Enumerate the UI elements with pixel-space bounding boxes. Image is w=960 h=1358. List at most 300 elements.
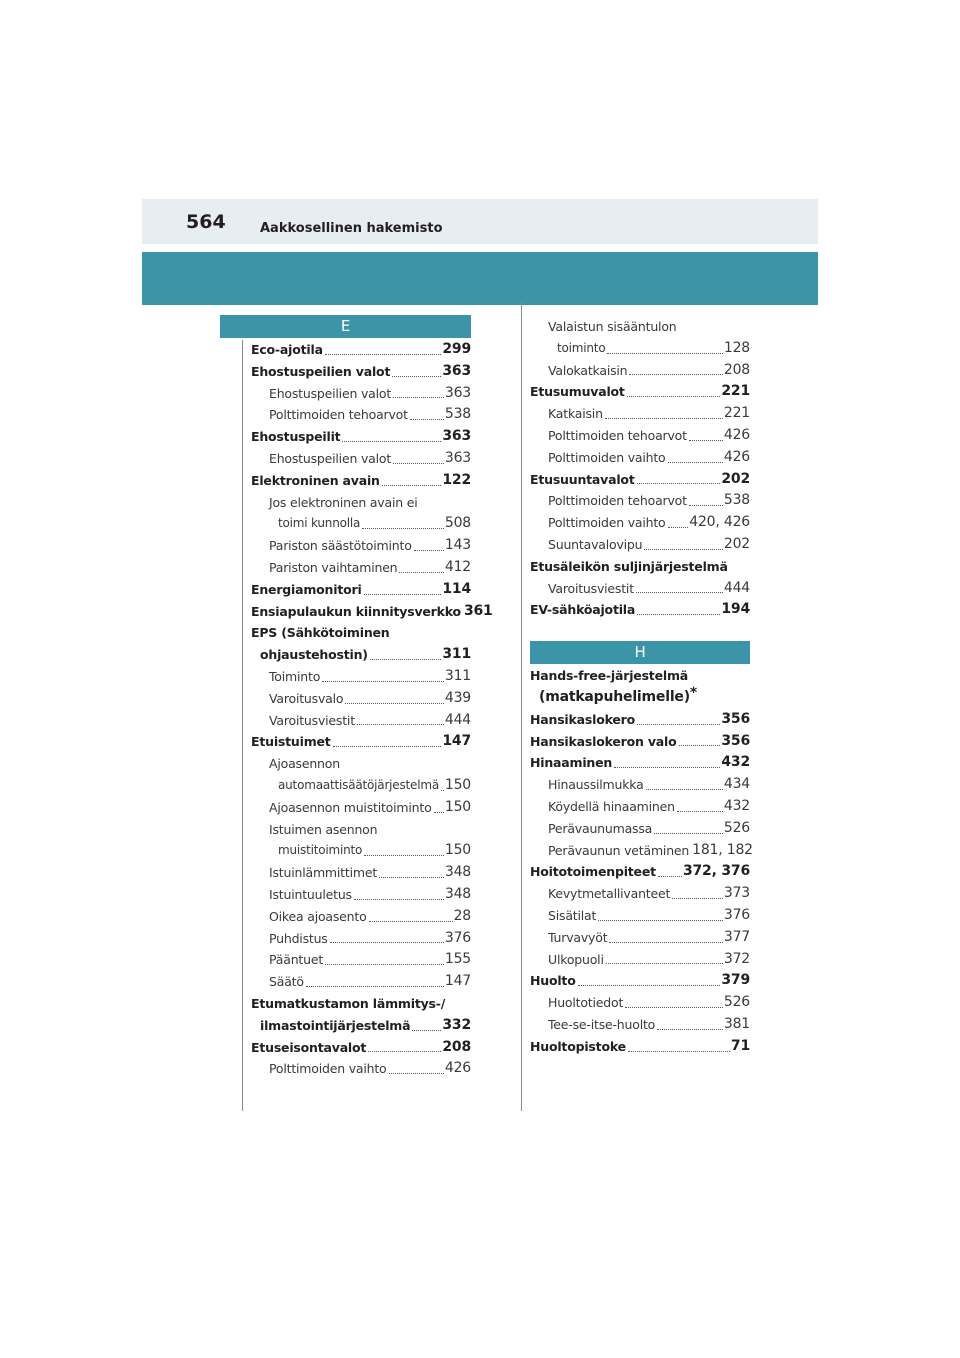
index-entry-label <box>557 338 605 360</box>
index-entry[interactable] <box>251 949 471 971</box>
index-entry-text: Etuistuimet <box>251 734 331 750</box>
index-entry[interactable] <box>251 644 471 666</box>
section-heading-h: H <box>530 641 750 664</box>
index-entry[interactable] <box>251 557 471 579</box>
dot-leader <box>657 1026 723 1030</box>
index-entry[interactable] <box>530 403 750 425</box>
index-column-right <box>530 316 753 1058</box>
index-entry-label <box>269 862 377 884</box>
index-entry-label <box>269 971 304 993</box>
dot-leader <box>636 589 723 593</box>
index-entry-label <box>530 381 625 403</box>
dot-leader <box>637 480 721 484</box>
dot-leader <box>637 721 720 725</box>
index-entry-text: Huoltotiedot <box>548 995 624 1011</box>
index-entry-page[interactable]: 426 <box>723 426 750 443</box>
index-entry[interactable] <box>530 425 750 447</box>
index-entry-page[interactable]: 361 <box>463 602 493 619</box>
dot-leader <box>627 393 721 397</box>
index-entry[interactable] <box>251 513 471 535</box>
index-entry-text: Toiminto <box>269 668 321 684</box>
index-entry[interactable] <box>251 1015 471 1037</box>
index-entry-page[interactable]: 147 <box>442 733 471 750</box>
index-entry[interactable] <box>530 970 750 992</box>
dot-leader <box>658 873 682 877</box>
dot-leader <box>412 1027 441 1031</box>
index-entry-label <box>251 1037 366 1059</box>
index-entry-text: Hansikaslokero <box>530 711 635 727</box>
index-entry[interactable] <box>251 993 471 1015</box>
index-entry-page[interactable]: 311 <box>444 667 471 684</box>
index-entry-text: Hinaussilmukka <box>548 777 644 793</box>
index-entry-label <box>548 490 687 512</box>
index-entry[interactable] <box>251 819 471 841</box>
index-entry[interactable] <box>530 338 750 360</box>
index-entry-label <box>260 1015 410 1037</box>
index-entry-text: Ajoasennon muistitoiminto <box>269 799 432 815</box>
dot-leader <box>578 982 721 986</box>
index-entry-text: EV-sähköajotila <box>530 602 636 618</box>
dot-leader <box>609 939 722 943</box>
index-entry-page[interactable]: 299 <box>442 341 471 357</box>
index-entry-text: Varoitusviestit <box>269 712 355 728</box>
index-entry[interactable] <box>251 426 471 448</box>
index-entry[interactable] <box>251 1058 471 1080</box>
dot-leader <box>598 917 723 921</box>
index-entry-page[interactable]: 356 <box>721 732 750 749</box>
index-entry[interactable] <box>251 404 471 426</box>
index-entry-page[interactable]: 538 <box>444 406 471 423</box>
index-entry[interactable] <box>251 797 471 819</box>
index-entry-page[interactable]: 181, 182 <box>692 841 753 858</box>
index-entry-label <box>548 447 666 469</box>
index-entry[interactable] <box>251 361 471 383</box>
index-entry-label <box>548 992 623 1014</box>
dot-leader <box>333 743 442 747</box>
index-entry[interactable] <box>251 339 471 361</box>
index-entry[interactable] <box>530 709 750 731</box>
index-entry-page[interactable]: 114 <box>442 580 471 597</box>
index-entry[interactable] <box>251 862 471 884</box>
index-entry-page[interactable]: 71 <box>730 1037 750 1054</box>
dot-leader <box>672 895 723 899</box>
index-entry[interactable] <box>530 905 750 927</box>
index-entry-page[interactable]: 444 <box>444 711 471 728</box>
index-entry-label <box>548 512 666 534</box>
dot-leader <box>325 961 444 965</box>
index-entry-page[interactable]: 363 <box>444 449 471 466</box>
index-entry-text: Pääntuet <box>269 952 324 968</box>
index-entry-label <box>548 927 607 949</box>
index-entry-text: Valaistun sisääntulon <box>548 319 677 334</box>
index-entry-page[interactable]: 221 <box>721 383 750 400</box>
index-entry-text: Jos elektroninen avain ei <box>269 494 418 510</box>
index-entry-page[interactable]: 150 <box>444 776 471 793</box>
index-entry-page[interactable]: 150 <box>444 798 471 815</box>
index-entry-page[interactable]: 122 <box>442 471 471 488</box>
dot-leader <box>646 786 723 790</box>
index-entry[interactable] <box>251 383 471 405</box>
index-entry-label <box>269 753 340 775</box>
column-divider-left <box>242 340 243 1111</box>
index-entry-label <box>251 470 380 492</box>
index-entry-label <box>548 578 634 600</box>
index-entry-text: Hansikaslokeron valo <box>530 733 677 749</box>
index-entry-label <box>251 339 323 361</box>
index-entry-page[interactable]: 372 <box>723 950 750 967</box>
index-entry[interactable] <box>530 534 750 556</box>
index-entry-text: Oikea ajoasento <box>269 908 367 924</box>
index-entry-text: Valokatkaisin <box>548 362 628 378</box>
index-entry-page[interactable]: 356 <box>721 710 750 727</box>
index-entry-label <box>548 796 675 818</box>
index-entry-text: Suuntavalovipu <box>548 536 643 552</box>
index-entry-text: toimi kunnolla <box>278 516 361 531</box>
index-entry-text: Istuintuuletus <box>269 886 352 902</box>
index-entry-text: Etumatkustamon lämmitys-/ <box>251 995 446 1011</box>
dot-leader <box>679 742 721 746</box>
index-entry-page[interactable]: 208 <box>723 361 750 378</box>
index-entry-label <box>548 840 689 862</box>
index-entry-label <box>530 861 656 883</box>
index-entry-page[interactable]: 147 <box>444 973 471 990</box>
index-entry[interactable] <box>530 927 750 949</box>
entry-list-h <box>530 665 753 1057</box>
index-entry[interactable] <box>251 710 471 732</box>
index-entry-label <box>548 1014 655 1036</box>
index-entry-page[interactable]: 28 <box>453 907 471 924</box>
index-entry-label <box>530 731 677 753</box>
index-entry-page[interactable]: 376 <box>723 906 750 923</box>
index-entry-page[interactable]: 434 <box>723 776 750 793</box>
index-entry[interactable] <box>530 684 750 709</box>
index-entry-page[interactable]: 221 <box>723 405 750 422</box>
index-entry-text: Ehostuspeilit <box>251 429 341 445</box>
index-entry-label <box>539 683 697 709</box>
index-entry-page[interactable]: 444 <box>723 579 750 596</box>
index-entry-text: Etusuuntavalot <box>530 471 635 487</box>
index-entry-text: Elektroninen avain <box>251 472 380 488</box>
index-entry-page[interactable]: 526 <box>723 819 750 836</box>
index-entry[interactable] <box>251 601 493 623</box>
index-entry[interactable] <box>251 492 471 514</box>
index-entry-text: Turvavyöt <box>548 929 608 945</box>
dot-leader <box>654 830 723 834</box>
index-entry-page[interactable]: 128 <box>723 339 750 356</box>
index-entry[interactable] <box>530 1036 750 1058</box>
index-entry[interactable] <box>530 469 750 491</box>
index-entry[interactable] <box>251 753 471 775</box>
dot-leader <box>614 764 720 768</box>
index-entry[interactable] <box>530 796 750 818</box>
index-entry[interactable] <box>251 928 471 950</box>
index-entry[interactable] <box>251 775 471 797</box>
index-entry-page[interactable]: 373 <box>723 885 750 902</box>
index-entry-label <box>530 469 635 491</box>
index-entry-page[interactable]: 363 <box>444 384 471 401</box>
index-entry-label <box>251 579 362 601</box>
page-number: 564 <box>186 211 226 233</box>
index-entry-text: ohjaustehostin) <box>260 647 368 663</box>
dot-leader <box>364 852 444 856</box>
index-entry-text: Kevytmetallivanteet <box>548 886 671 902</box>
index-entry[interactable] <box>251 731 471 753</box>
dot-leader <box>342 438 441 442</box>
dot-leader <box>434 809 444 813</box>
index-entry-text: Säätö <box>269 974 304 990</box>
index-entry[interactable] <box>530 883 750 905</box>
index-entry-text: Istuimen asennon <box>269 821 378 837</box>
index-entry-text: Pariston säästötoiminto <box>269 538 412 554</box>
dot-leader <box>605 415 723 419</box>
index-entry-label <box>269 797 432 819</box>
index-entry-page[interactable]: 202 <box>721 470 750 487</box>
index-entry-page[interactable]: 311 <box>442 646 471 663</box>
section-heading-e: E <box>220 315 471 338</box>
index-entry[interactable] <box>530 599 750 621</box>
index-entry[interactable] <box>530 818 750 840</box>
dot-leader <box>689 437 723 441</box>
index-entry-text: Polttimoiden tehoarvot <box>269 407 408 423</box>
index-entry-page[interactable]: 538 <box>723 492 750 509</box>
index-entry[interactable] <box>251 666 471 688</box>
index-entry-text: (matkapuhelimelle) <box>539 688 690 705</box>
index-entry-text: Etusumuvalot <box>530 384 625 400</box>
index-entry-label <box>269 557 397 579</box>
index-entry-page[interactable]: 348 <box>444 864 471 881</box>
index-entry-page[interactable]: 376 <box>444 929 471 946</box>
dot-leader <box>393 460 444 464</box>
index-entry-page[interactable]: 363 <box>442 362 471 379</box>
index-entry[interactable] <box>530 490 750 512</box>
index-entry-label <box>269 1058 387 1080</box>
index-entry-label <box>269 448 391 470</box>
dot-leader <box>628 1048 730 1052</box>
dot-leader <box>677 808 723 812</box>
index-entry[interactable] <box>530 774 750 796</box>
page-title: Aakkosellinen hakemisto <box>260 221 443 236</box>
index-entry-label <box>269 906 367 928</box>
index-entry-label <box>278 513 360 535</box>
index-entry-label <box>251 622 390 644</box>
index-entry-page[interactable]: 332 <box>442 1016 471 1033</box>
index-column-left <box>251 315 493 1080</box>
index-entry-label <box>548 883 670 905</box>
dot-leader <box>306 983 444 987</box>
index-entry-page[interactable]: 439 <box>444 689 471 706</box>
index-entry[interactable] <box>530 731 750 753</box>
index-entry-text: Polttimoiden vaihto <box>269 1061 387 1077</box>
index-entry-page[interactable]: 150 <box>444 842 471 859</box>
index-entry-text: Huoltopistoke <box>530 1038 626 1054</box>
index-entry-text: Hinaaminen <box>530 755 613 771</box>
index-entry-text: Eco-ajotila <box>251 342 323 357</box>
header-bar <box>142 199 818 244</box>
index-entry-label <box>269 535 412 557</box>
index-entry-label <box>530 1036 626 1058</box>
index-entry-label <box>548 818 652 840</box>
footnote-star: * <box>689 684 698 701</box>
index-entry-text: Huolto <box>530 973 576 989</box>
index-entry[interactable] <box>530 840 753 862</box>
index-entry[interactable] <box>251 688 471 710</box>
index-entry-page[interactable]: 432 <box>723 797 750 814</box>
index-entry-text: Katkaisin <box>548 406 603 422</box>
index-entry-page[interactable]: 381 <box>723 1015 750 1032</box>
index-entry-text: Perävaunumassa <box>548 820 653 836</box>
dot-leader <box>362 525 444 529</box>
index-entry-label <box>530 709 635 731</box>
index-entry-text: Hoitotoimenpiteet <box>530 864 656 880</box>
index-entry-text: Istuinlämmittimet <box>269 865 378 881</box>
index-entry-text: muistitoiminto <box>278 843 363 858</box>
index-entry-page[interactable]: 202 <box>723 535 750 552</box>
index-entry-page[interactable]: 412 <box>444 558 471 575</box>
index-entry[interactable] <box>251 971 471 993</box>
dot-leader <box>389 1070 444 1074</box>
index-entry[interactable] <box>530 512 750 534</box>
index-entry-label <box>251 426 340 448</box>
index-entry[interactable] <box>251 1037 471 1059</box>
index-entry-page[interactable]: 420, 426 <box>689 514 750 531</box>
index-entry[interactable] <box>251 448 471 470</box>
dot-leader <box>369 918 453 922</box>
index-entry-label <box>269 666 320 688</box>
index-entry[interactable] <box>251 470 471 492</box>
dot-leader <box>441 787 444 791</box>
index-entry-text: Polttimoiden vaihto <box>548 449 666 465</box>
dot-leader <box>393 394 444 398</box>
index-entry[interactable] <box>530 316 750 338</box>
index-entry-text: ilmastointijärjestelmä <box>260 1017 411 1033</box>
index-entry-text: automaattisäätöjärjestelmä <box>278 777 440 792</box>
index-entry-text: Sisätilat <box>548 907 597 923</box>
index-entry-page[interactable]: 194 <box>721 601 750 618</box>
index-entry-label <box>548 774 644 796</box>
dot-leader <box>399 569 443 573</box>
index-entry-page[interactable]: 363 <box>442 428 471 445</box>
index-entry[interactable] <box>251 579 471 601</box>
index-entry-text: Ensiapulaukun kiinnitysverkko <box>251 603 461 619</box>
section-banner <box>142 252 818 305</box>
index-entry-label <box>260 644 368 666</box>
index-entry-text: Ulkopuoli <box>548 951 604 967</box>
index-entry-page[interactable]: 377 <box>723 928 750 945</box>
index-entry-label <box>269 404 408 426</box>
index-entry-label <box>548 905 596 927</box>
dot-leader <box>357 721 444 725</box>
dot-leader <box>607 350 722 354</box>
index-entry-label <box>530 556 728 578</box>
index-entry-page[interactable]: 426 <box>723 448 750 465</box>
index-entry-page[interactable]: 143 <box>444 537 471 554</box>
dot-leader <box>379 874 444 878</box>
index-entry-page[interactable]: 379 <box>721 972 750 989</box>
entry-list-e-right <box>530 316 750 621</box>
index-entry-page[interactable]: 432 <box>721 754 750 771</box>
dot-leader <box>364 591 442 595</box>
dot-leader <box>354 896 444 900</box>
index-entry-text: Varoitusviestit <box>548 580 634 596</box>
index-entry[interactable] <box>530 381 750 403</box>
index-entry-label <box>548 360 627 382</box>
index-entry[interactable] <box>251 535 471 557</box>
index-entry-label <box>278 775 439 797</box>
dot-leader <box>414 547 444 551</box>
index-entry-label <box>251 361 390 383</box>
index-entry[interactable] <box>251 906 471 928</box>
index-entry-page[interactable]: 526 <box>723 994 750 1011</box>
dot-leader <box>382 482 442 486</box>
dot-leader <box>629 371 722 375</box>
index-entry-label <box>269 819 377 841</box>
index-entry[interactable] <box>530 752 750 774</box>
index-entry-text: Ehostuspeilien valot <box>251 363 391 379</box>
dot-leader <box>644 546 723 550</box>
index-entry-label <box>278 840 362 862</box>
index-entry-page[interactable]: 372, 376 <box>682 863 750 880</box>
index-entry-text: Puhdistus <box>269 930 328 946</box>
index-entry-label <box>269 688 343 710</box>
index-entry[interactable] <box>530 861 750 883</box>
index-entry-page[interactable]: 348 <box>444 885 471 902</box>
index-entry-text: toiminto <box>557 340 606 355</box>
index-entry-label <box>269 492 417 514</box>
column-divider-right <box>521 302 522 1111</box>
index-entry-text: EPS (Sähkötoiminen <box>251 625 390 641</box>
index-entry-text: Pariston vaihtaminen <box>269 559 398 575</box>
index-entry[interactable] <box>530 578 750 600</box>
index-entry-page[interactable]: 508 <box>444 515 471 532</box>
dot-leader <box>330 939 444 943</box>
index-entry[interactable] <box>530 1014 750 1036</box>
index-entry-label <box>548 316 677 338</box>
index-entry-label <box>269 928 328 950</box>
index-entry-text: Etusäleikön suljinjärjestelmä <box>530 558 728 574</box>
index-entry-page[interactable]: 155 <box>444 951 471 968</box>
index-entry-text: Hands-free-järjestelmä <box>530 668 689 684</box>
index-entry-text: Varoitusvalo <box>269 690 344 706</box>
index-entry-text: Ajoasennon <box>269 756 340 772</box>
index-entry-label <box>530 752 612 774</box>
index-entry[interactable] <box>530 992 750 1014</box>
index-entry[interactable] <box>530 447 750 469</box>
index-entry-text: Polttimoiden tehoarvot <box>548 427 687 443</box>
index-entry[interactable] <box>530 949 750 971</box>
dot-leader <box>668 524 689 528</box>
index-entry-text: Perävaunun vetäminen <box>548 842 690 858</box>
dot-leader <box>370 656 442 660</box>
dot-leader <box>606 960 723 964</box>
dot-leader <box>668 459 723 463</box>
index-entry-text: Etuseisontavalot <box>251 1039 367 1055</box>
index-entry-text: Köydellä hinaaminen <box>548 798 675 814</box>
dot-leader <box>637 611 720 615</box>
index-entry-label <box>269 383 391 405</box>
dot-leader <box>392 373 441 377</box>
index-entry-page[interactable]: 426 <box>444 1060 471 1077</box>
index-entry-label <box>269 949 323 971</box>
index-entry[interactable] <box>251 884 471 906</box>
index-entry[interactable] <box>530 556 750 578</box>
index-entry-text: Energiamonitori <box>251 581 362 597</box>
index-entry[interactable] <box>251 840 471 862</box>
index-entry[interactable] <box>251 622 471 644</box>
index-entry-page[interactable]: 208 <box>442 1038 471 1055</box>
index-entry[interactable] <box>530 360 750 382</box>
index-entry-label <box>251 601 461 623</box>
index-entry-text: Ehostuspeilien valot <box>269 450 392 466</box>
